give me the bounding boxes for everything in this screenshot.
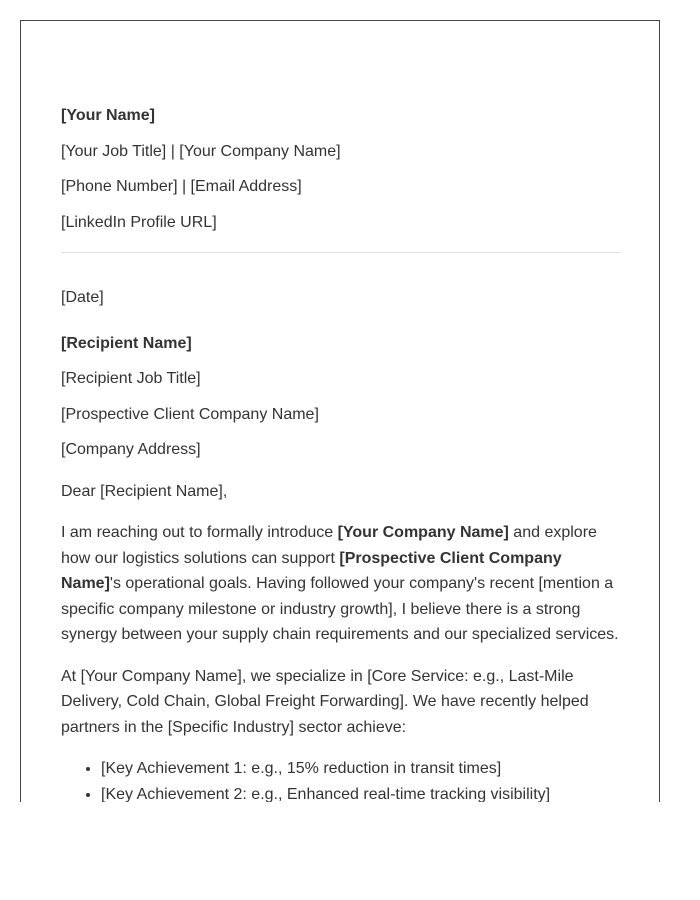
recipient-name: [Recipient Name] xyxy=(61,334,192,352)
achievements-list xyxy=(61,756,623,802)
intro-text-1: I am reaching out to formally introduce xyxy=(61,524,338,541)
intro-bold-company: [Your Company Name] xyxy=(337,524,509,541)
sender-block xyxy=(61,103,623,235)
greeting: Dear [Recipient Name], xyxy=(61,482,228,500)
services-paragraph: At [Your Company Name], we specialize in [Core Service: e.g., Last-Mile Delivery, Cold Chain, Global Freight Forwarding]. We have recently helped partners in the [Specific Industry] sector achieve: xyxy=(61,667,589,736)
intro-bold-client: [Prospective Client Company Name] xyxy=(61,549,562,592)
sender-name: [Your Name] xyxy=(61,107,155,124)
letter-date: [Date] xyxy=(61,289,104,306)
sender-phone-email: [Phone Number] | [Email Address] xyxy=(61,178,302,195)
intro-text-3: 's operational goals. Having followed your company's recent [mention a specific company milestone or industry growth], I believe there is a strong synergy between your supply chain requirements and our specialized services. xyxy=(61,575,619,643)
recipient-company: [Prospective Client Company Name] xyxy=(61,405,319,423)
achievement-item: • [Key Achievement 2: e.g., Enhanced real-time tracking visibility] xyxy=(101,782,623,803)
recipient-job-title: [Recipient Job Title] xyxy=(61,370,201,387)
intro-text-2: and explore how our logistics solutions can support xyxy=(61,524,597,567)
sender-title-company: [Your Job Title] | [Your Company Name] xyxy=(61,142,341,160)
achievement-item: • [Key Achievement 1: e.g., 15% reduction in transit times] xyxy=(101,756,623,782)
recipient-block xyxy=(61,331,623,463)
letter-content xyxy=(61,103,623,802)
recipient-address: [Company Address] xyxy=(61,441,201,458)
letter-page xyxy=(20,20,660,802)
header-divider xyxy=(61,252,621,253)
intro-paragraph xyxy=(61,520,623,648)
sender-linkedin: [LinkedIn Profile URL] xyxy=(61,213,217,231)
